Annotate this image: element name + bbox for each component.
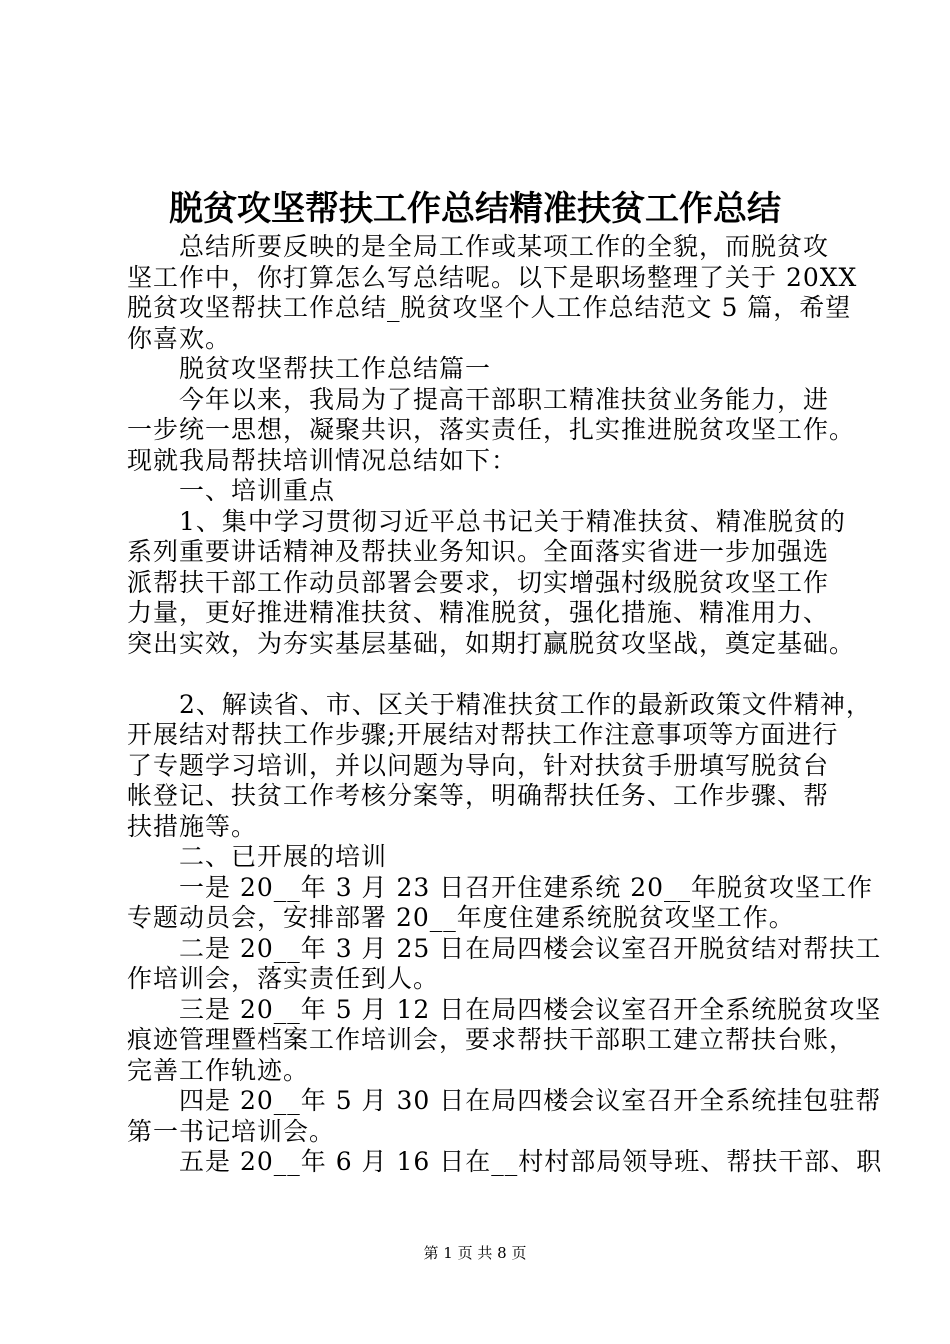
paragraph-line: 了专题学习培训，并以问题为导向，针对扶贫手册填写脱贫台	[127, 750, 830, 780]
paragraph-line: 总结所要反映的是全局工作或某项工作的全貌，而脱贫攻	[179, 232, 830, 261]
paragraph-line: 派帮扶干部工作动员部署会要求，切实增强村级脱贫攻坚工作	[127, 567, 830, 597]
paragraph-line: 脱贫攻坚帮扶工作总结_脱贫攻坚个人工作总结范文 5 篇，希望	[127, 293, 852, 322]
paragraph-line: 扶措施等。	[127, 811, 258, 841]
paragraph-line: 完善工作轨迹。	[127, 1055, 310, 1085]
paragraph-line: 你喜欢。	[127, 323, 232, 353]
paragraph-line: 力量，更好推进精准扶贫、精准脱贫，强化措施、精准用力、	[127, 598, 830, 627]
paragraph-line: 一步统一思想，凝聚共识，落实责任，扎实推进脱贫攻坚工作。	[127, 415, 856, 444]
paragraph-line: 二、已开展的培训	[179, 842, 388, 871]
paragraph-line: 一是 20__年 3 月 23 日召开住建系统 20__年脱贫攻坚工作	[179, 872, 874, 902]
paragraph-line: 脱贫攻坚帮扶工作总结篇一	[179, 354, 492, 383]
paragraph-line: 二是 20__年 3 月 25 日在局四楼会议室召开脱贫结对帮扶工	[179, 933, 882, 963]
paragraph-line: 痕迹管理暨档案工作培训会，要求帮扶干部职工建立帮扶台账，	[127, 1025, 856, 1054]
paragraph-line: 现就我局帮扶培训情况总结如下：	[127, 445, 518, 475]
paragraph-line: 系列重要讲话精神及帮扶业务知识。全面落实省进一步加强选	[127, 537, 830, 566]
document-body	[127, 232, 883, 1178]
paragraph-line: 今年以来，我局为了提高干部职工精准扶贫业务能力，进	[179, 384, 830, 414]
paragraph-line: 开展结对帮扶工作步骤;开展结对帮扶工作注意事项等方面进行	[127, 720, 839, 749]
paragraph-line: 五是 20__年 6 月 16 日在__村村部局领导班、帮扶干部、职	[179, 1147, 883, 1176]
page-footer: 第 1 页 共 8 页	[423, 1244, 527, 1262]
paragraph-line: 作培训会，落实责任到人。	[127, 964, 440, 993]
paragraph-line: 突出实效，为夯实基层基础，如期打赢脱贫攻坚战，奠定基础。	[127, 628, 856, 658]
paragraph-line: 三是 20__年 5 月 12 日在局四楼会议室召开全系统脱贫攻坚	[179, 994, 882, 1024]
paragraph-line: 帐登记、扶贫工作考核分案等，明确帮扶任务、工作步骤、帮	[127, 781, 830, 810]
paragraph-line: 一、培训重点	[179, 476, 336, 505]
paragraph-line: 专题动员会，安排部署 20__年度住建系统脱贫攻坚工作。	[127, 903, 795, 932]
paragraph-line: 坚工作中，你打算怎么写总结呢。以下是职场整理了关于 20XX	[127, 262, 858, 292]
paragraph-line: 四是 20__年 5 月 30 日在局四楼会议室召开全系统挂包驻帮	[179, 1086, 882, 1115]
paragraph-line: 1、集中学习贯彻习近平总书记关于精准扶贫、精准脱贫的	[179, 506, 846, 536]
blank-line	[127, 659, 827, 690]
paragraph-line: 2、解读省、市、区关于精准扶贫工作的最新政策文件精神，	[179, 689, 872, 719]
paragraph-line: 第一书记培训会。	[127, 1116, 336, 1146]
document-title: 脱贫攻坚帮扶工作总结精准扶贫工作总结	[169, 189, 781, 229]
